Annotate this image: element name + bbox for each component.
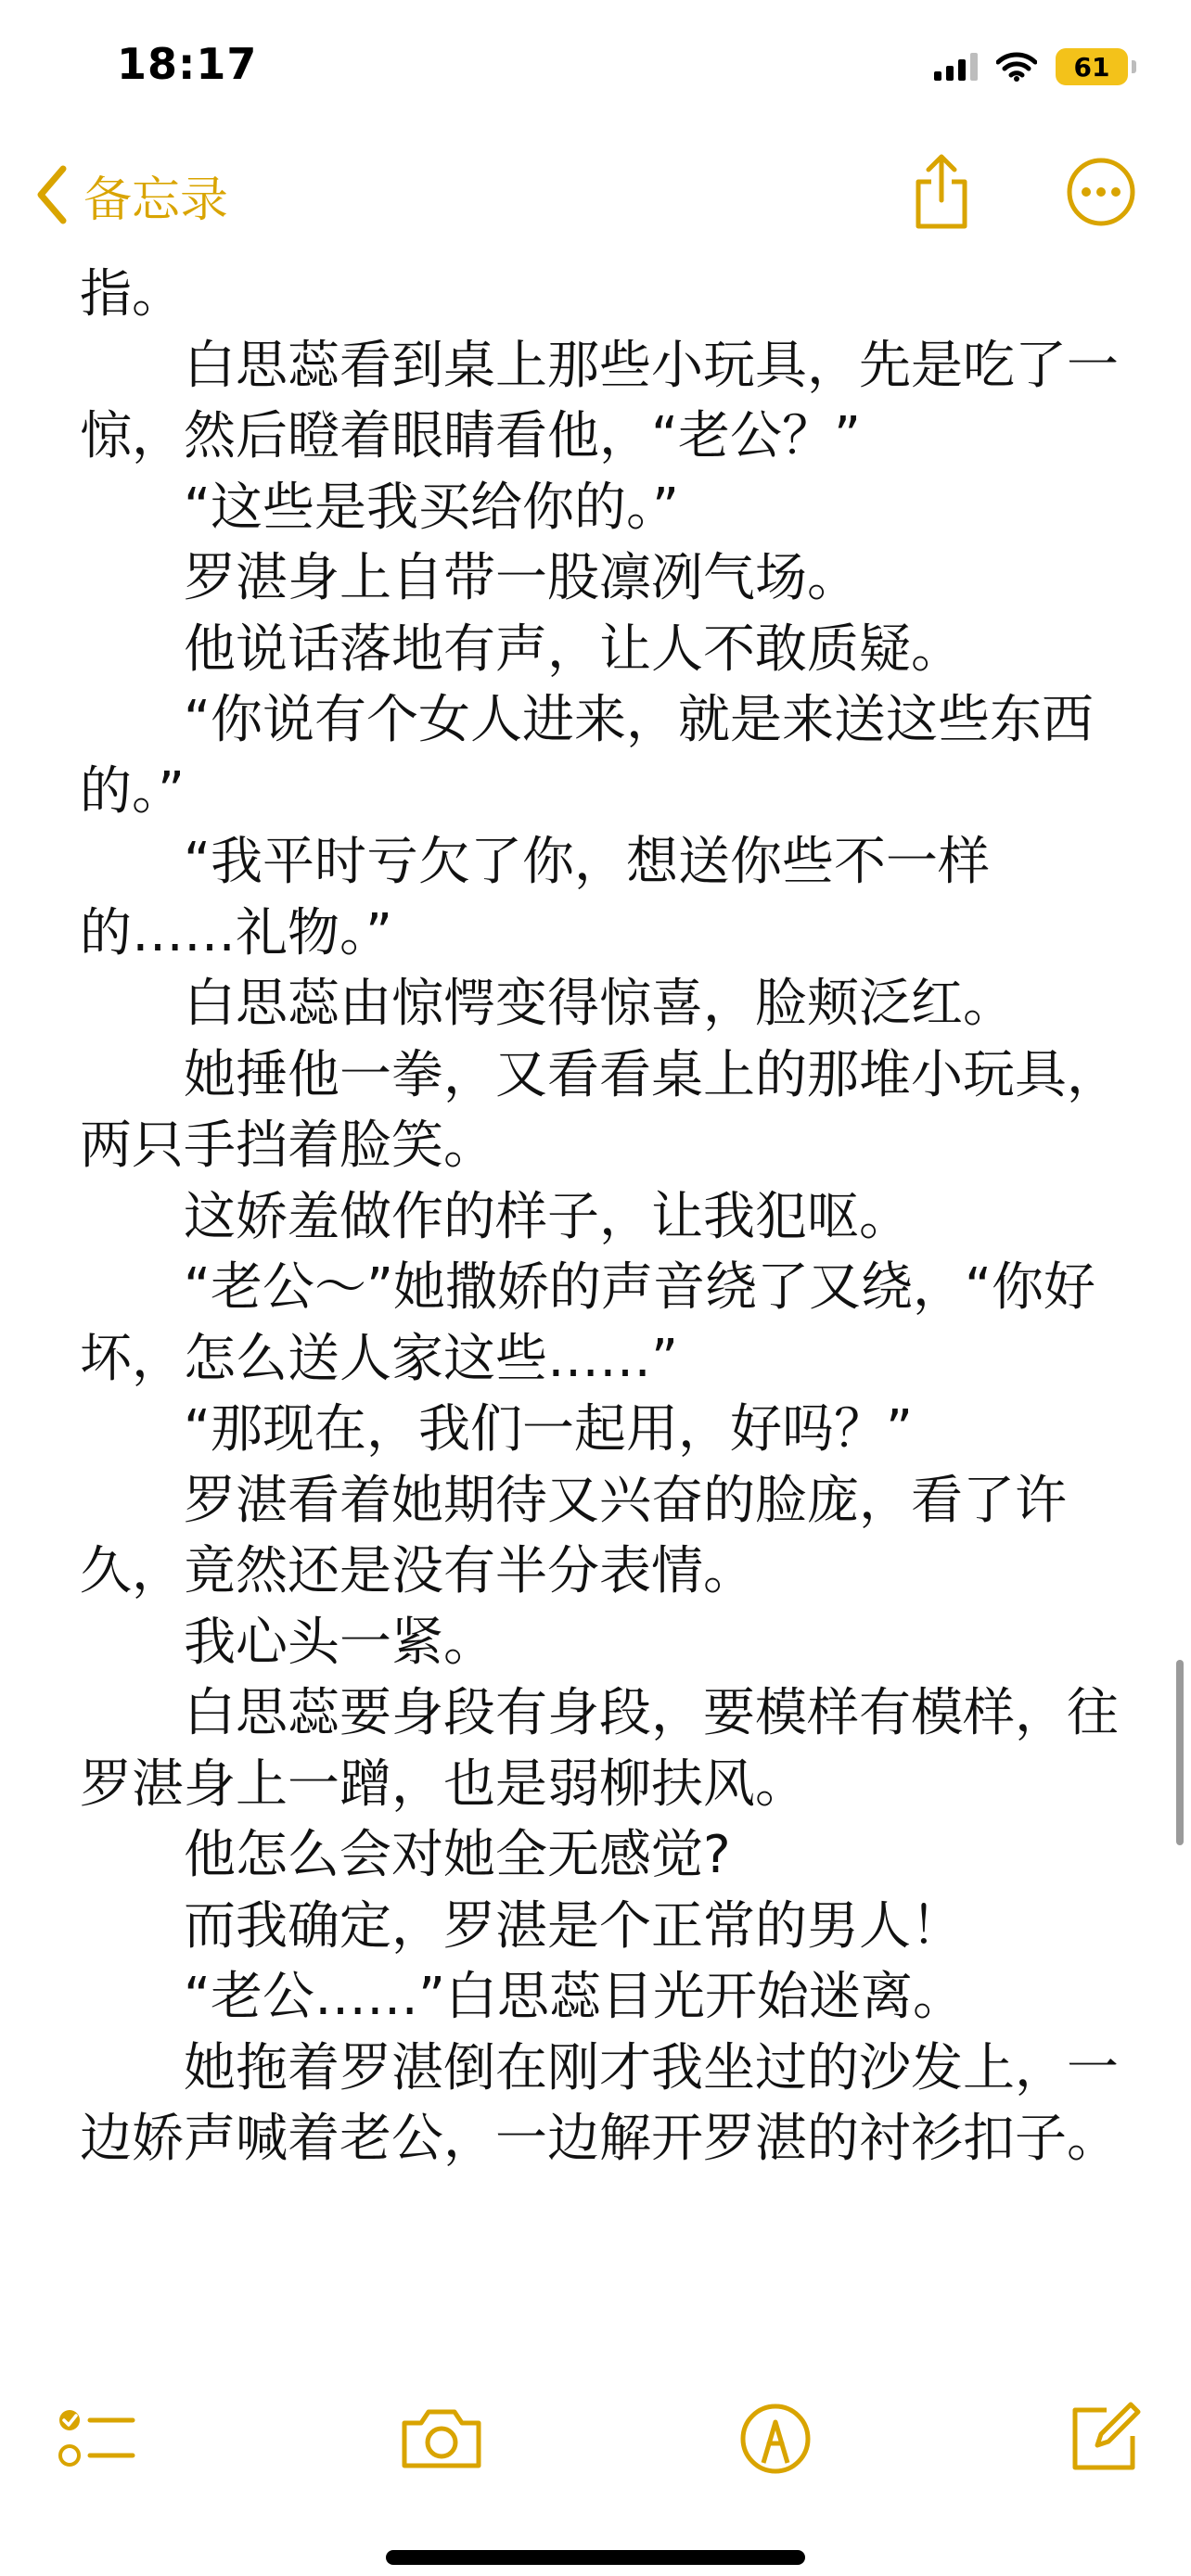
markup-pen-icon — [738, 2402, 813, 2476]
bottom-toolbar — [0, 2374, 1191, 2494]
markup-button[interactable] — [729, 2392, 822, 2485]
note-paragraph: “那现在，我们一起用，好吗？” — [184, 1399, 914, 1460]
more-icon — [1066, 157, 1136, 227]
note-paragraph: 而我确定，罗湛是个正常的男人！ — [184, 1895, 963, 1957]
note-paragraph: 白思蕊看到桌上那些小玩具，先是吃了一惊，然后瞪着眼睛看他，“老公？” — [80, 335, 1119, 466]
status-icons — [934, 48, 1128, 85]
home-indicator[interactable] — [386, 2550, 805, 2565]
note-paragraph: “老公～”她撒娇的声音绕了又绕，“你好坏，怎么送人家这些……” — [80, 1257, 1096, 1389]
chevron-left-icon — [35, 165, 69, 224]
note-paragraph: 他说话落地有声，让人不敢质疑。 — [184, 618, 963, 680]
scroll-indicator[interactable] — [1176, 1660, 1184, 1845]
compose-icon — [1066, 2401, 1142, 2477]
note-body[interactable] — [80, 260, 1128, 2175]
note-paragraph: “这些是我买给你的。” — [184, 477, 680, 538]
note-paragraph: 白思蕊由惊愕变得惊喜，脸颊泛红。 — [184, 974, 1015, 1034]
compose-button[interactable] — [1057, 2392, 1150, 2485]
camera-button[interactable] — [395, 2392, 488, 2485]
share-button[interactable] — [900, 150, 983, 234]
note-paragraph: 白思蕊要身段有身段，要模样有模样，往罗湛身上一蹭，也是弱柳扶风。 — [80, 1683, 1119, 1815]
more-button[interactable] — [1059, 150, 1143, 234]
share-icon — [911, 154, 972, 230]
battery-level: 61 — [1073, 51, 1110, 83]
wifi-icon — [996, 52, 1037, 82]
nav-bar — [0, 139, 1191, 250]
camera-icon — [399, 2406, 484, 2471]
battery-icon — [1056, 48, 1128, 85]
status-time: 18:17 — [117, 39, 258, 89]
checklist-icon — [57, 2404, 136, 2474]
cellular-signal-icon — [934, 53, 978, 81]
note-paragraph: 罗湛看着她期待又兴奋的脸庞，看了许久，竟然还是没有半分表情。 — [80, 1470, 1067, 1601]
note-paragraph: 指。 — [80, 264, 184, 325]
status-bar — [0, 0, 1191, 139]
checklist-button[interactable] — [50, 2392, 143, 2485]
note-paragraph: 我心头一紧。 — [184, 1612, 495, 1673]
note-paragraph: 罗湛身上自带一股凛冽气场。 — [184, 548, 859, 608]
note-paragraph: “我平时亏欠了你，想送你些不一样的……礼物。” — [80, 832, 991, 963]
note-paragraph: 她拖着罗湛倒在刚才我坐过的沙发上，一边娇声喊着老公，一边解开罗湛的衬衫扣子。 — [80, 2037, 1119, 2169]
back-button[interactable] — [35, 158, 228, 232]
back-label: 备忘录 — [83, 172, 229, 228]
note-paragraph: 她捶他一拳，又看看桌上的那堆小玩具，两只手挡着脸笑。 — [80, 1044, 1119, 1176]
note-paragraph: “老公……”白思蕊目光开始迷离。 — [184, 1967, 966, 2027]
note-paragraph: 他怎么会对她全无感觉? — [184, 1825, 731, 1885]
note-paragraph: “你说有个女人进来，就是来送这些东西的。” — [80, 690, 1095, 822]
note-paragraph: 这娇羞做作的样子，让我犯呕。 — [184, 1186, 911, 1247]
